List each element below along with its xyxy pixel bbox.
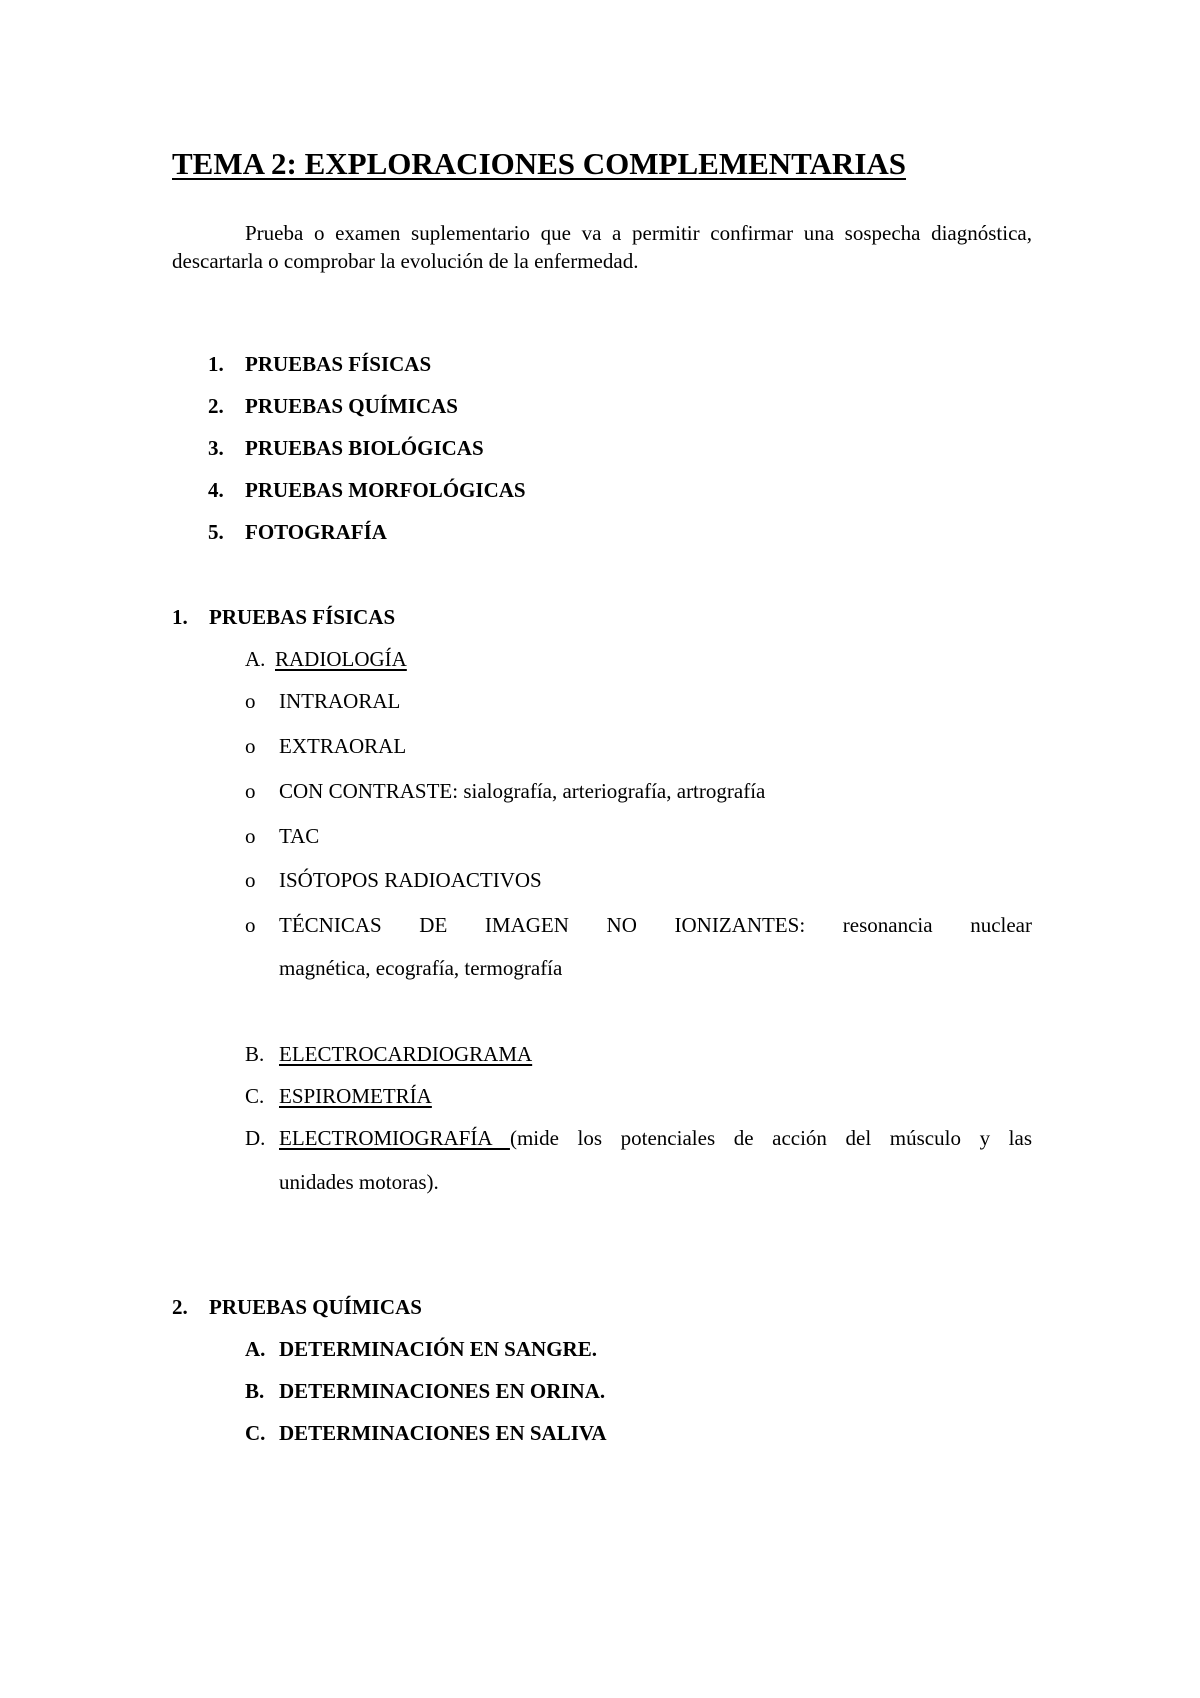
subsection-item: DETERMINACIONES EN ORINA. [279, 1379, 606, 1403]
subsection-electrocardiograma: ELECTROCARDIOGRAMA [279, 1042, 533, 1066]
bullet-item-line: TÉCNICAS DE IMAGEN NO IONIZANTES: resonancia nuclear [279, 913, 1032, 937]
intro-paragraph: Prueba o examen suplementario que va a permitir confirmar una sospecha diagnóstica, descartarla o comprobar la evolución de la enfermedad. [172, 221, 1032, 273]
section-number: 1. [172, 605, 188, 629]
subsection-letter: D. [245, 1126, 266, 1150]
index-item: PRUEBAS MORFOLÓGICAS [245, 478, 526, 502]
index-item: FOTOGRAFÍA [245, 520, 387, 544]
bullet-marker: o [245, 779, 256, 803]
index-number: 2. [208, 394, 224, 418]
bullet-marker: o [245, 868, 256, 892]
subsection-letter: C. [245, 1084, 265, 1108]
page-title: TEMA 2: EXPLORACIONES COMPLEMENTARIAS [172, 146, 907, 181]
bullet-item: ISÓTOPOS RADIOACTIVOS [279, 868, 542, 892]
bullet-marker: o [245, 824, 256, 848]
index-number: 4. [208, 478, 224, 502]
index-number: 1. [208, 352, 224, 376]
section-heading: PRUEBAS QUÍMICAS [209, 1295, 422, 1319]
subsection-letter: A. [245, 1337, 266, 1361]
subsection-radiologia: RADIOLOGÍA [275, 647, 407, 671]
bullet-marker: o [245, 734, 256, 758]
index-item: PRUEBAS QUÍMICAS [245, 394, 458, 418]
subsection-letter: A. [245, 647, 266, 671]
subsection-item: DETERMINACIONES EN SALIVA [279, 1421, 607, 1445]
subsection-espirometria: ESPIROMETRÍA [279, 1084, 432, 1108]
bullet-item: TAC [279, 824, 320, 848]
subsection-letter: C. [245, 1421, 266, 1445]
subsection-electromiografia: ELECTROMIOGRAFÍA (mide los potenciales de acción del músculo y las [279, 1126, 1032, 1150]
subsection-letter: B. [245, 1042, 265, 1066]
index-item: PRUEBAS BIOLÓGICAS [245, 436, 484, 460]
subsection-electromiografia-line2: unidades motoras). [279, 1170, 439, 1194]
index-number: 3. [208, 436, 224, 460]
bullet-marker: o [245, 689, 256, 713]
bullet-item-line: magnética, ecografía, termografía [279, 956, 563, 980]
section-number: 2. [172, 1295, 188, 1319]
bullet-item: EXTRAORAL [279, 734, 407, 758]
section-heading: PRUEBAS FÍSICAS [209, 605, 396, 629]
bullet-item: CON CONTRASTE: sialografía, arteriografía, artrografía [279, 779, 766, 803]
bullet-marker: o [245, 913, 256, 937]
subsection-item: DETERMINACIÓN EN SANGRE. [279, 1337, 597, 1361]
index-item: PRUEBAS FÍSICAS [245, 352, 432, 376]
subsection-letter: B. [245, 1379, 265, 1403]
bullet-item: INTRAORAL [279, 689, 401, 713]
index-number: 5. [208, 520, 224, 544]
